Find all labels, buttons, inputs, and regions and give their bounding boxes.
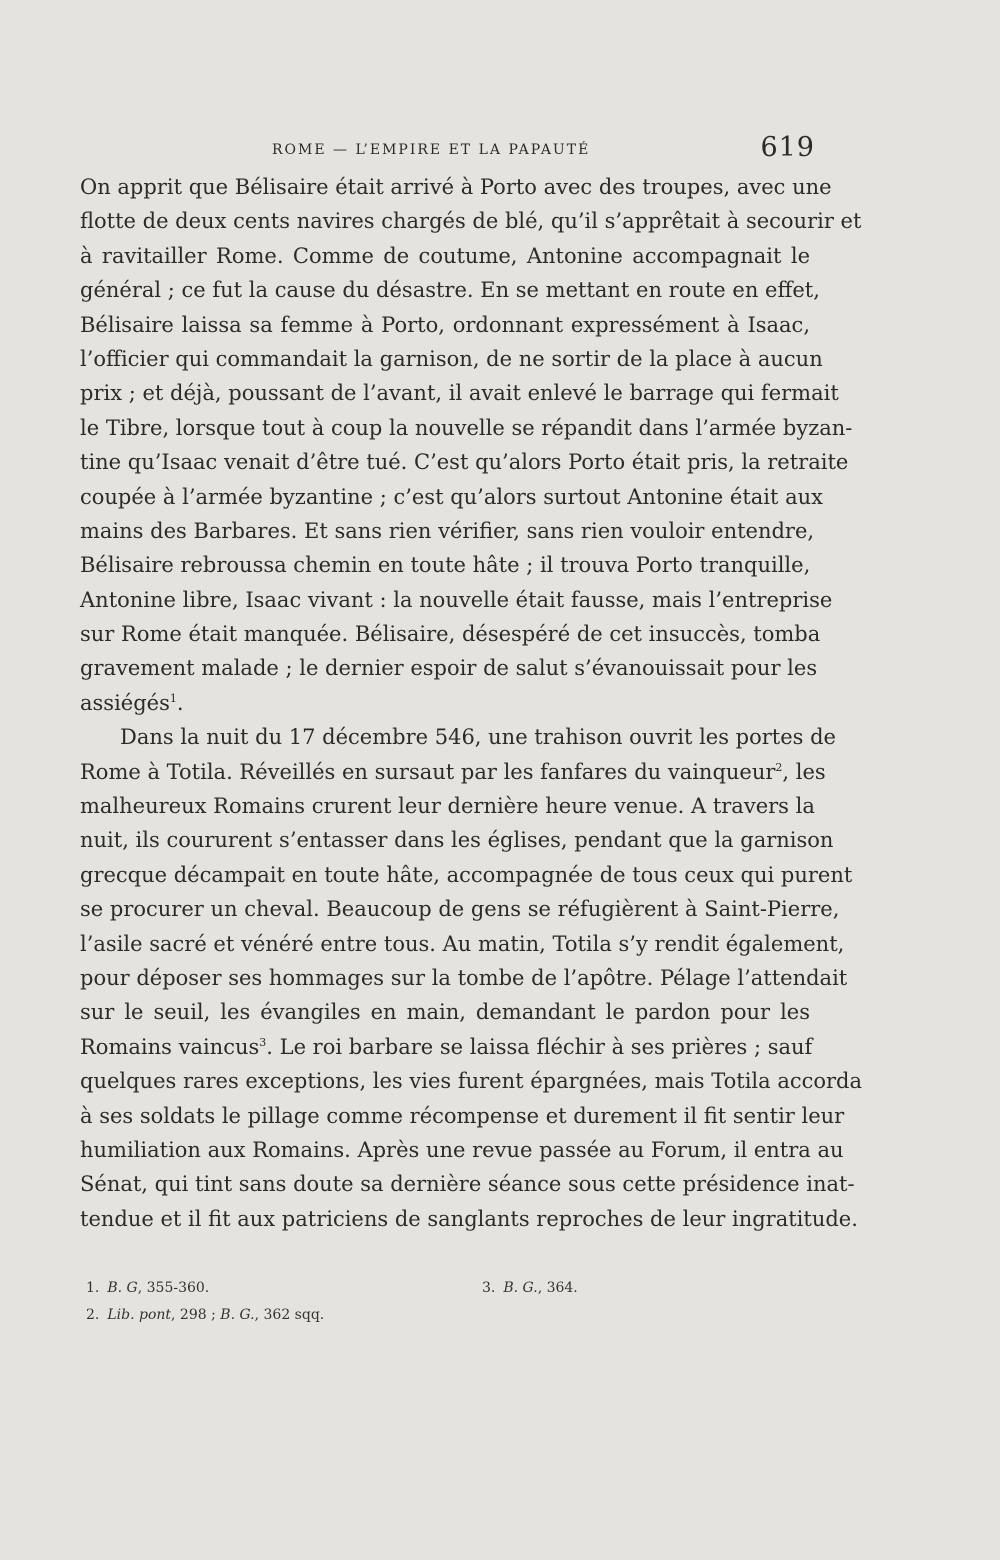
text-line: se procurer un cheval. Beaucoup de gens se réfugièrent à Saint-Pierre, xyxy=(80,897,840,922)
text-fragment: . Le roi barbare se laissa fléchir à ses prières ; sauf xyxy=(266,1034,813,1059)
text-line: tine qu’Isaac venait d’être tué. C’est qu’alors Porto était pris, la retraite xyxy=(80,450,849,475)
text-line: à ravitailler Rome. Comme de coutume, Antonine accompagnait le xyxy=(80,243,810,268)
text-line: mains des Barbares. Et sans rien vérifier, sans rien vouloir entendre, xyxy=(80,518,815,543)
text-line: Bélisaire laissa sa femme à Porto, ordonnant expressément à Isaac, xyxy=(80,312,810,337)
text-line: On apprit que Bélisaire était arrivé à Porto avec des troupes, avec une xyxy=(80,175,832,199)
paragraph-start-line: Dans la nuit du 17 décembre 546, une trahison ouvrit les portes de xyxy=(120,725,836,750)
page-number: 619 xyxy=(760,132,815,163)
footnote-text: , 364. xyxy=(537,1280,578,1296)
footnote-1 xyxy=(86,1280,209,1296)
text-line: le Tibre, lorsque tout à coup la nouvelle se répandit dans l’armée byzan- xyxy=(80,415,853,440)
body-text xyxy=(80,170,863,1236)
footnote-number: 2. xyxy=(86,1307,100,1323)
text-line: gravement malade ; le dernier espoir de salut s’évanouissait pour les xyxy=(80,656,818,681)
running-title: ROME — L’EMPIRE ET LA PAPAUTÉ xyxy=(272,142,591,158)
text-line: l’officier qui commandait la garnison, de ne sortir de la place à aucun xyxy=(80,346,823,371)
footnote-text: , 362 sqq. xyxy=(254,1307,325,1323)
footnote-number: 3. xyxy=(482,1280,496,1296)
paragraph-end-line xyxy=(80,686,810,720)
text-line: Antonine libre, Isaac vivant : la nouvelle était fausse, mais l’entreprise xyxy=(80,587,833,612)
footnote-marker: 1 xyxy=(169,691,177,705)
text-line: général ; ce fut la cause du désastre. En se mettant en route en effet, xyxy=(80,278,820,303)
text-fragment: . xyxy=(176,690,184,715)
text-line xyxy=(80,755,826,789)
footnote-text: , 355-360. xyxy=(137,1280,210,1296)
text-line: sur le seuil, les évangiles en main, demandant le pardon pour les xyxy=(80,1000,810,1025)
footnote-source: B. G. xyxy=(503,1280,538,1296)
text-line: Sénat, qui tint sans doute sa dernière séance sous cette présidence inat- xyxy=(80,1172,855,1197)
footnote-marker: 2 xyxy=(775,760,783,774)
text-fragment: , les xyxy=(782,759,826,784)
text-line: malheureux Romains crurent leur dernière heure venue. A travers la xyxy=(80,794,815,819)
page-header xyxy=(80,132,815,172)
text-line: Bélisaire rebroussa chemin en toute hâte ; il trouva Porto tranquille, xyxy=(80,553,811,578)
text-line: flotte de deux cents navires chargés de blé, qu’il s’apprêtait à secourir et xyxy=(80,209,862,234)
footnote-marker: 3 xyxy=(259,1035,267,1049)
text-line: grecque décampait en toute hâte, accompagnée de tous ceux qui purent xyxy=(80,862,853,887)
text-line: pour déposer ses hommages sur la tombe de l’apôtre. Pélage l’attendait xyxy=(80,965,848,990)
text-line: nuit, ils coururent s’entasser dans les églises, pendant que la garnison xyxy=(80,828,834,853)
text-line: coupée à l’armée byzantine ; c’est qu’alors surtout Antonine était aux xyxy=(80,484,824,509)
text-fragment: assiégés xyxy=(80,690,170,715)
footnote-number: 1. xyxy=(86,1280,100,1296)
paragraph-end-line: tendue et il fit aux patriciens de sanglants reproches de leur ingratitude. xyxy=(80,1206,858,1231)
text-line: humiliation aux Romains. Après une revue passée au Forum, il entra au xyxy=(80,1137,844,1162)
text-line: prix ; et déjà, poussant de l’avant, il avait enlevé le barrage qui fermait xyxy=(80,381,839,406)
text-line: l’asile sacré et vénéré entre tous. Au matin, Totila s’y rendit également, xyxy=(80,931,845,956)
footnote-3 xyxy=(482,1280,578,1296)
footnote-text: , 298 ; xyxy=(171,1307,221,1323)
text-line xyxy=(80,1030,813,1064)
text-fragment: Romains vaincus xyxy=(80,1034,260,1059)
footnote-source: Lib. pont xyxy=(107,1307,172,1323)
footnote-source: B. G. xyxy=(220,1307,255,1323)
footnote-2 xyxy=(86,1307,324,1323)
text-line: sur Rome était manquée. Bélisaire, désespéré de cet insuccès, tomba xyxy=(80,622,821,647)
footnote-source: B. G xyxy=(107,1280,138,1296)
text-fragment: Rome à Totila. Réveillés en sursaut par les fanfares du vainqueur xyxy=(80,759,776,784)
text-line: à ses soldats le pillage comme récompense et durement il fit sentir leur xyxy=(80,1103,845,1128)
text-line: quelques rares exceptions, les vies furent épargnées, mais Totila accorda xyxy=(80,1069,863,1094)
